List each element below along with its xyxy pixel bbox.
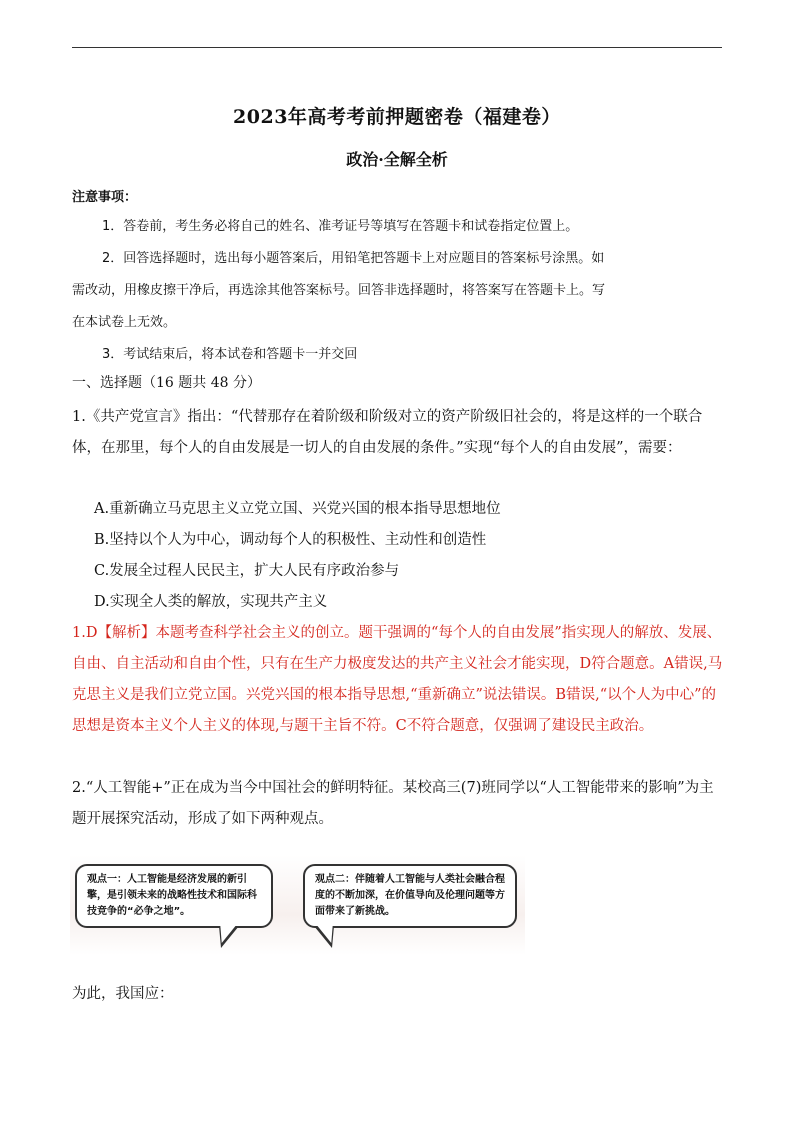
- notice-item-2-line-2: 需改动，用橡皮擦干净后，再选涂其他答案标号。回答非选择题时，将答案写在答题卡上。写: [72, 283, 606, 298]
- header-rule: [72, 47, 722, 48]
- notice-item-3-text: 3．考试结束后，将本试卷和答题卡一并交回: [102, 347, 358, 362]
- question-1-option-a: A.重新确立马克思主义立党立国、兴党兴国的根本指导思想地位: [94, 501, 501, 517]
- question-1-options: [94, 494, 501, 618]
- viewpoint-1-bubble: [75, 864, 273, 928]
- notice-item-1-text: 1．答卷前，考生务必将自己的姓名、准考证号等填写在答题卡和试卷指定位置上。: [102, 219, 579, 234]
- notice-item-2-line-3: 在本试卷上无效。: [72, 315, 177, 330]
- notice-item-3: [72, 339, 752, 371]
- question-1-option-b: B.坚持以个人为中心，调动每个人的积极性、主动性和创造性: [94, 532, 487, 548]
- question-1-option-c: C.发展全过程人民民主，扩大人民有序政治参与: [94, 563, 400, 579]
- viewpoint-2-bubble: [303, 864, 517, 928]
- notice-item-2-line-1: 2．回答选择题时，选出每小题答案后，用铅笔把答题卡上对应题目的答案标号涂黑。如: [102, 251, 605, 266]
- paper-subtitle: 政治·全解全析: [346, 150, 448, 169]
- question-2-closing: 为此，我国应：: [72, 986, 174, 1002]
- notice-heading: 注意事项：: [72, 190, 138, 205]
- viewpoint-2-text: 观点二：伴随着人工智能与人类社会融合程度的不断加深，在价值导向及伦理问题等方面带来了新挑战。: [315, 874, 505, 917]
- paper-title: 2023年高考考前押题密卷（福建卷）: [233, 106, 561, 128]
- viewpoint-1-text: 观点一：人工智能是经济发展的新引擎，是引领未来的战略性技术和国际科技竞争的“必争之地”。: [87, 874, 257, 917]
- question-2-stem: 2.“人工智能+”正在成为当今中国社会的鲜明特征。某校高三(7)班同学以“人工智能带来的影响”为主题开展探究活动，形成了如下两种观点。: [72, 780, 714, 827]
- section-heading: 一、选择题（16 题共 48 分）: [72, 375, 261, 391]
- notice-item-1: [72, 211, 752, 243]
- question-1-option-d: D.实现全人类的解放，实现共产主义: [94, 594, 328, 610]
- question-1-stem: 1.《共产党宣言》指出：“代替那存在着阶级和阶级对立的资产阶级旧社会的，将是这样的一个联合体，在那里，每个人的自由发展是一切人的自由发展的条件。”实现“每个人的自由发展”，需要：: [72, 409, 703, 456]
- notice-item-2: [72, 243, 722, 339]
- question-1-answer: 1.D【解析】本题考查科学社会主义的创立。题干强调的“每个人的自由发展”指实现人的解放、发展、自由、自主活动和自由个性，只有在生产力极度发达的共产主义社会才能实现，D符合题意。A错误,马克思主义是我们立党立国。兴党兴国的根本指导思想,“重新确立”说法错误。B错误,“以个人为中心”的思想是资本主义个人主义的体现,与题干主旨不符。C不符合题意，仅强调了建设民主政治。: [72, 625, 723, 734]
